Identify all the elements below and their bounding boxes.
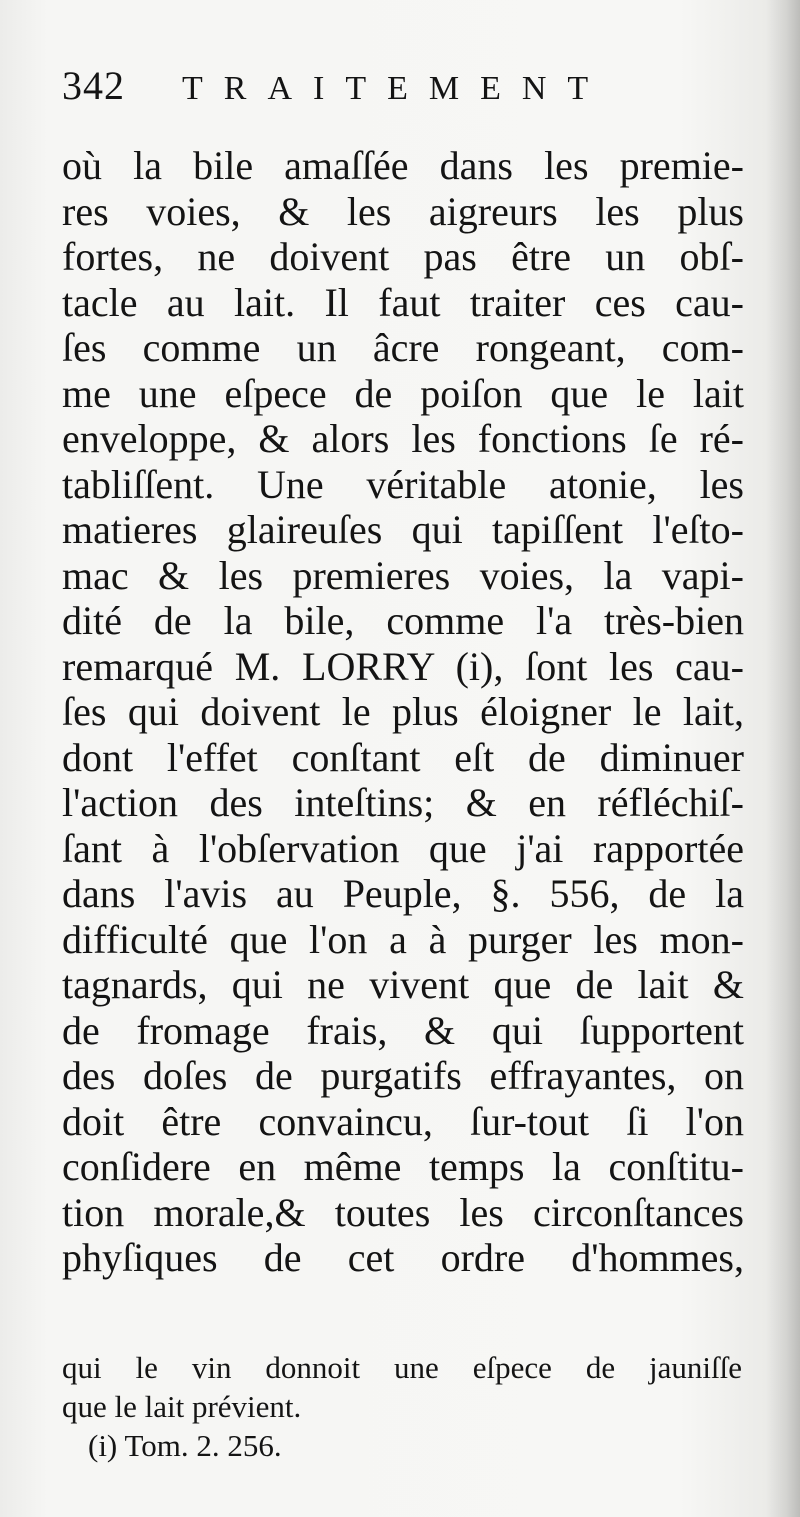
- text-line: ſes qui doivent le plus éloigner le lait,: [62, 689, 744, 734]
- footnotes: [62, 1348, 742, 1465]
- text-line: tabliſſent. Une véritable atonie, les: [62, 461, 744, 507]
- text-line: fortes, ne doivent pas être un obſ-: [62, 234, 744, 279]
- text-line: difficulté que l'on a à purger les mon-: [62, 916, 744, 962]
- text-line: où la bile amaſſée dans les premie-: [62, 143, 744, 188]
- page-header: [62, 62, 742, 122]
- text-line: tacle au lait. Il faut traiter ces cau-: [62, 279, 744, 325]
- text-line: tagnards, qui ne vivent que de lait &: [62, 962, 744, 1007]
- text-line: tion morale,& toutes les circonſtances: [62, 1189, 744, 1235]
- page-edge-shadow: [766, 0, 800, 1517]
- text-line: des doſes de purgatifs effrayantes, on: [62, 1053, 744, 1098]
- footnote-line: que le lait prévient.: [62, 1389, 302, 1424]
- body-text: [62, 143, 744, 1281]
- footnote-reference: (i) Tom. 2. 256.: [88, 1428, 282, 1463]
- footnote-line: qui le vin donnoit une eſpece de jauniſſe: [62, 1350, 742, 1385]
- page-number: 342: [62, 63, 125, 108]
- text-line: dans l'avis au Peuple, §. 556, de la: [62, 871, 744, 916]
- text-line: mac & les premieres voies, la vapi-: [62, 552, 744, 598]
- text-line: conſidere en même temps la conſtitu-: [62, 1144, 744, 1189]
- running-head: TRAITEMENT: [182, 70, 610, 107]
- text-line: dont l'effet conſtant eſt de diminuer: [62, 734, 744, 780]
- text-line: ſant à l'obſervation que j'ai rapportée: [62, 825, 744, 871]
- text-line: res voies, & les aigreurs les plus: [62, 188, 744, 234]
- text-line: me une eſpece de poiſon que le lait: [62, 370, 744, 416]
- text-line: enveloppe, & alors les fonctions ſe ré-: [62, 416, 744, 461]
- text-line: phyſiques de cet ordre d'hommes,: [62, 1235, 744, 1280]
- text-line: dité de la bile, comme l'a très-bien: [62, 598, 744, 643]
- text-line: ſes comme un âcre rongeant, com-: [62, 325, 744, 370]
- text-line: l'action des inteſtins; & en réfléchiſ-: [62, 780, 744, 825]
- text-line: matieres glaireuſes qui tapiſſent l'eſto-: [62, 507, 744, 552]
- text-line: remarqué M. LORRY (i), ſont les cau-: [62, 643, 744, 689]
- text-line: doit être convaincu, ſur-tout ſi l'on: [62, 1098, 744, 1144]
- text-line: de fromage frais, & qui ſupportent: [62, 1007, 744, 1053]
